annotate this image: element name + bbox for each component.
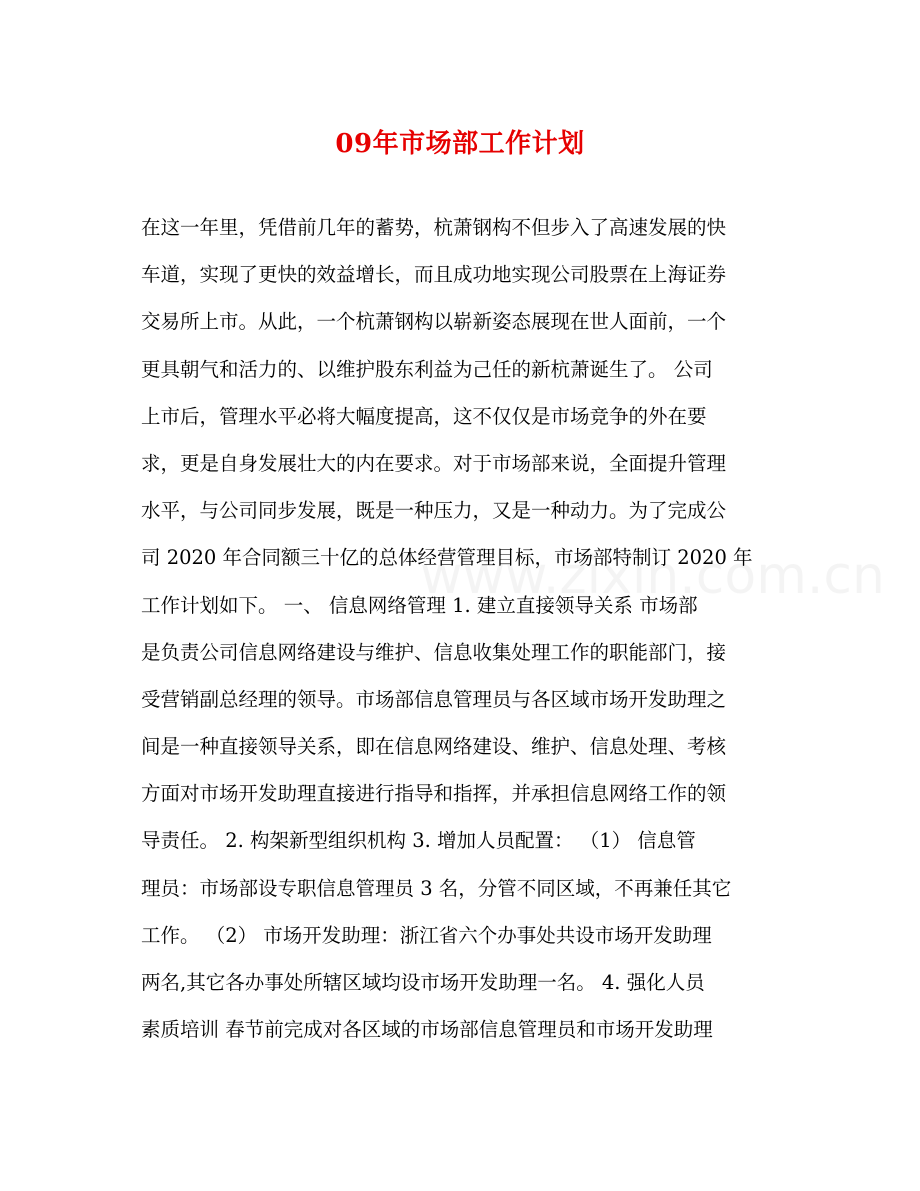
body-line: 间是一种直接领导关系，即在信息网络建设、维护、信息处理、考核	[141, 735, 727, 759]
body-line: 在这一年里，凭借前几年的蓄势，杭萧钢构不但步入了高速发展的快	[141, 216, 727, 239]
body-line: 交易所上市。从此，一个杭萧钢构以崭新姿态展现在世人面前，一个	[141, 310, 727, 334]
body-line: 更具朝气和活力的、以维护股东利益为己任的新杭萧诞生了。 公司	[141, 357, 713, 381]
body-line: 水平，与公司同步发展，既是一种压力，又是一种动力。为了完成公	[141, 499, 727, 523]
body-line: 理员：市场部设专职信息管理员 3 名，分管不同区域，不再兼任其它	[141, 876, 732, 900]
body-line: 求，更是自身发展壮大的内在要求。对于市场部来说，全面提升管理	[141, 451, 727, 475]
body-line: 是负责公司信息网络建设与维护、信息收集处理工作的职能部门，接	[141, 640, 727, 664]
document-body	[141, 204, 781, 1053]
document-title: 09年市场部工作计划	[335, 129, 585, 159]
body-line: 受营销副总经理的领导。市场部信息管理员与各区域市场开发助理之	[141, 687, 727, 711]
body-line: 司 2020 年合同额三十亿的总体经营管理目标，市场部特制订 2020 年	[141, 546, 753, 570]
body-line: 工作。 （2） 市场开发助理：浙江省六个办事处共设市场开发助理	[141, 923, 712, 947]
body-line: 两名,其它各办事处所辖区域均设市场开发助理一名。 4. 强化人员	[141, 971, 705, 994]
body-line: 上市后，管理水平必将大幅度提高，这不仅仅是市场竞争的外在要	[141, 404, 707, 428]
body-line: 工作计划如下。 一、 信息网络管理 1. 建立直接领导关系 市场部	[141, 593, 698, 617]
body-line: 导责任。 2. 构架新型组织机构 3. 增加人员配置： （1） 信息管	[141, 829, 696, 853]
body-line: 方面对市场开发助理直接进行指导和指挥，并承担信息网络工作的领	[141, 782, 727, 806]
body-line: 素质培训 春节前完成对各区域的市场部信息管理员和市场开发助理	[141, 1018, 713, 1042]
body-line: 车道，实现了更快的效益增长，而且成功地实现公司股票在上海证券	[141, 263, 727, 287]
